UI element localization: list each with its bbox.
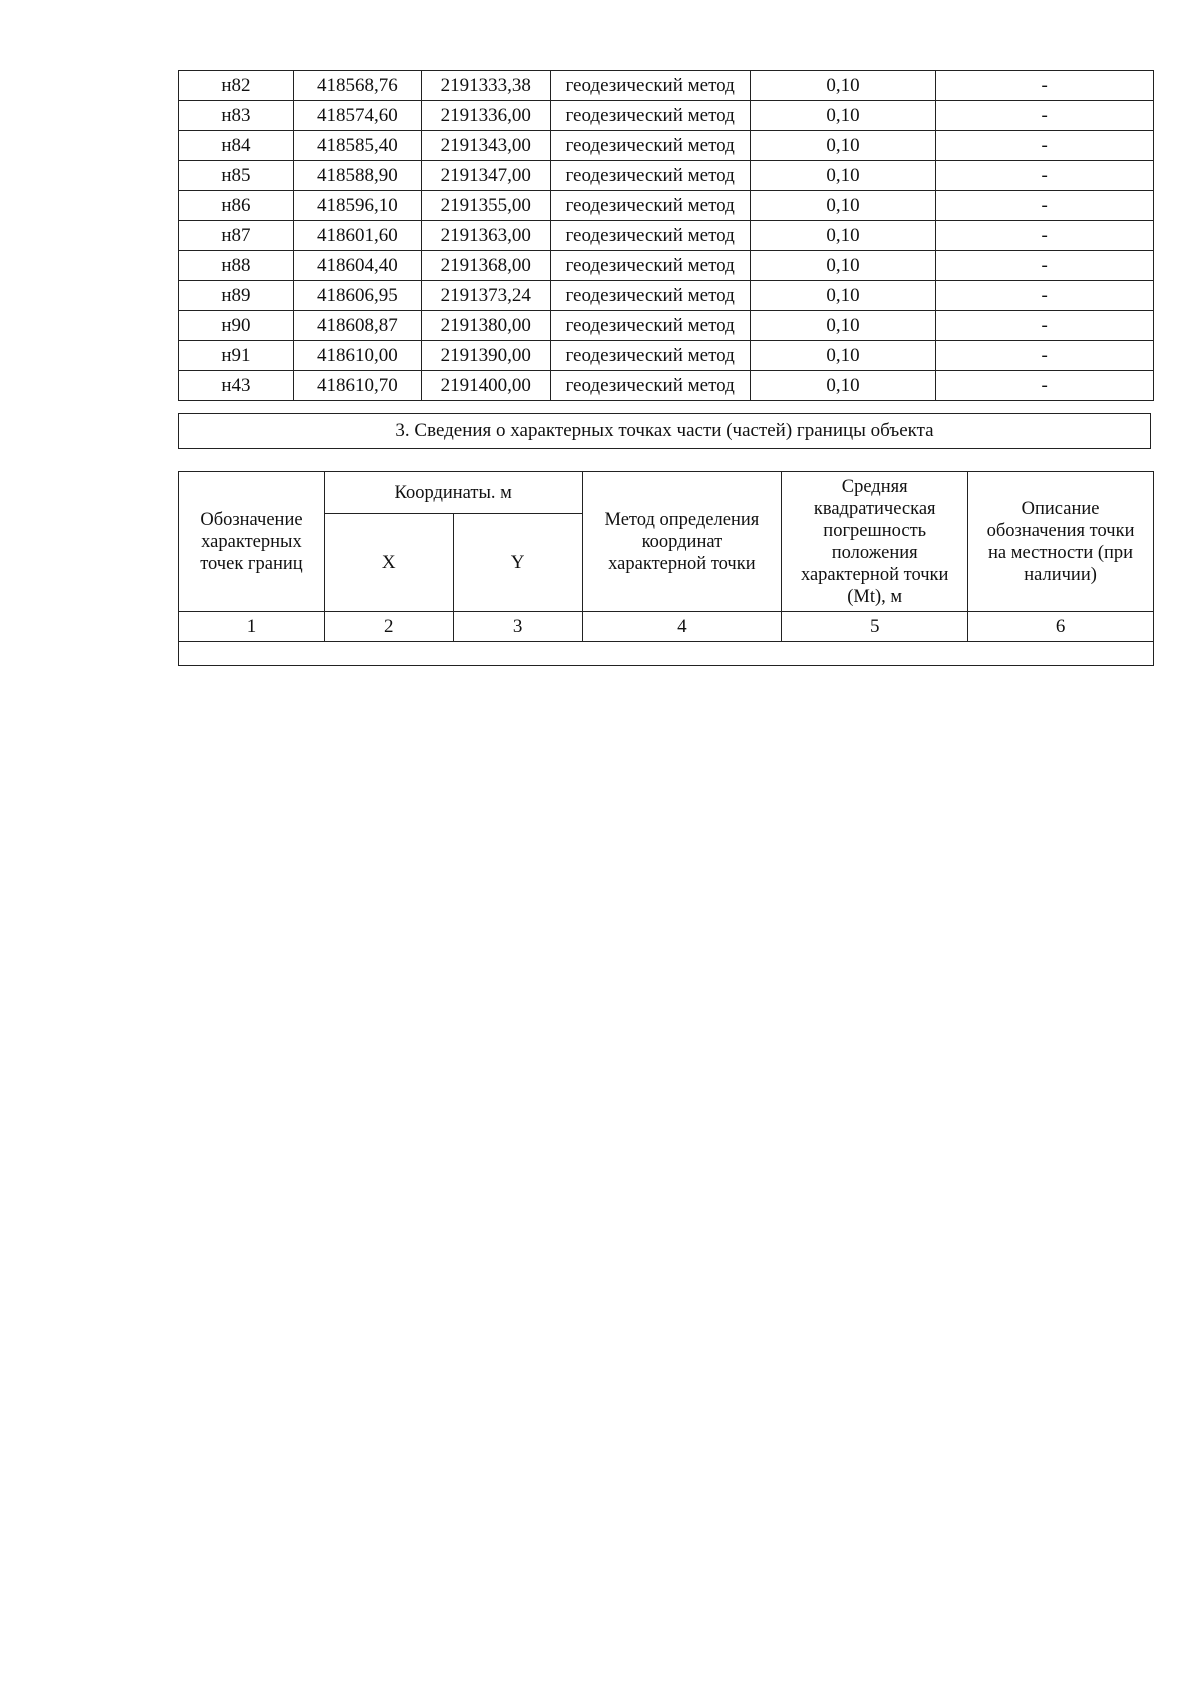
x-cell: 418606,95: [293, 281, 421, 311]
description-cell: -: [936, 341, 1154, 371]
column-number: 6: [968, 612, 1154, 642]
method-cell: геодезический метод: [550, 101, 750, 131]
x-cell: 418568,76: [293, 71, 421, 101]
table-row: [179, 221, 1154, 251]
x-cell: 418610,70: [293, 371, 421, 401]
section-title: 3. Сведения о характерных точках части (частей) границы объекта: [178, 413, 1151, 449]
column-numbers-row: [179, 612, 1154, 642]
accuracy-cell: 0,10: [750, 161, 936, 191]
accuracy-cell: 0,10: [750, 131, 936, 161]
y-cell: 2191336,00: [421, 101, 550, 131]
accuracy-cell: 0,10: [750, 251, 936, 281]
table-row: [179, 161, 1154, 191]
header-method: Метод определения координат характерной точки: [582, 472, 782, 612]
column-number: 2: [324, 612, 453, 642]
boundary-points-table: [178, 70, 1154, 401]
x-cell: 418601,60: [293, 221, 421, 251]
method-cell: геодезический метод: [550, 161, 750, 191]
boundary-points-body: [179, 71, 1154, 401]
column-number: 5: [782, 612, 968, 642]
y-cell: 2191363,00: [421, 221, 550, 251]
x-cell: 418588,90: [293, 161, 421, 191]
method-cell: геодезический метод: [550, 221, 750, 251]
accuracy-cell: 0,10: [750, 221, 936, 251]
point-cell: н90: [179, 311, 294, 341]
table-row: [179, 341, 1154, 371]
point-cell: н91: [179, 341, 294, 371]
header-point-designation: Обозначение характерных точек границ: [179, 472, 325, 612]
method-cell: геодезический метод: [550, 191, 750, 221]
description-cell: -: [936, 251, 1154, 281]
point-cell: н87: [179, 221, 294, 251]
description-cell: -: [936, 101, 1154, 131]
table-row: [179, 131, 1154, 161]
accuracy-cell: 0,10: [750, 71, 936, 101]
description-cell: -: [936, 191, 1154, 221]
method-cell: геодезический метод: [550, 281, 750, 311]
table-row: [179, 101, 1154, 131]
point-cell: н86: [179, 191, 294, 221]
description-cell: -: [936, 371, 1154, 401]
table-row: [179, 251, 1154, 281]
column-number: 1: [179, 612, 325, 642]
column-number: 4: [582, 612, 782, 642]
x-cell: 418604,40: [293, 251, 421, 281]
table-row: [179, 191, 1154, 221]
description-cell: -: [936, 71, 1154, 101]
table-row: [179, 371, 1154, 401]
point-cell: н84: [179, 131, 294, 161]
header-x: X: [324, 514, 453, 612]
point-cell: н82: [179, 71, 294, 101]
y-cell: 2191390,00: [421, 341, 550, 371]
accuracy-cell: 0,10: [750, 191, 936, 221]
description-cell: -: [936, 131, 1154, 161]
point-cell: н88: [179, 251, 294, 281]
header-accuracy: Средняя квадратическая погрешность положения характерной точки (Mt), м: [782, 472, 968, 612]
x-cell: 418608,87: [293, 311, 421, 341]
accuracy-cell: 0,10: [750, 341, 936, 371]
header-y: Y: [453, 514, 582, 612]
method-cell: геодезический метод: [550, 311, 750, 341]
part-points-table: [178, 471, 1154, 666]
method-cell: геодезический метод: [550, 341, 750, 371]
empty-row: [179, 642, 1154, 666]
point-cell: н43: [179, 371, 294, 401]
y-cell: 2191380,00: [421, 311, 550, 341]
point-cell: н85: [179, 161, 294, 191]
header-row-top: [179, 472, 1154, 514]
y-cell: 2191400,00: [421, 371, 550, 401]
table-row: [179, 281, 1154, 311]
y-cell: 2191373,24: [421, 281, 550, 311]
column-number: 3: [453, 612, 582, 642]
accuracy-cell: 0,10: [750, 101, 936, 131]
table-row: [179, 311, 1154, 341]
y-cell: 2191347,00: [421, 161, 550, 191]
x-cell: 418610,00: [293, 341, 421, 371]
x-cell: 418585,40: [293, 131, 421, 161]
accuracy-cell: 0,10: [750, 371, 936, 401]
header-coordinates: Координаты. м: [324, 472, 582, 514]
header-description: Описание обозначения точки на местности (при наличии): [968, 472, 1154, 612]
accuracy-cell: 0,10: [750, 311, 936, 341]
empty-cell: [179, 642, 1154, 666]
method-cell: геодезический метод: [550, 71, 750, 101]
y-cell: 2191343,00: [421, 131, 550, 161]
point-cell: н89: [179, 281, 294, 311]
method-cell: геодезический метод: [550, 251, 750, 281]
table-row: [179, 71, 1154, 101]
x-cell: 418574,60: [293, 101, 421, 131]
description-cell: -: [936, 221, 1154, 251]
method-cell: геодезический метод: [550, 371, 750, 401]
point-cell: н83: [179, 101, 294, 131]
accuracy-cell: 0,10: [750, 281, 936, 311]
description-cell: -: [936, 311, 1154, 341]
y-cell: 2191333,38: [421, 71, 550, 101]
description-cell: -: [936, 281, 1154, 311]
method-cell: геодезический метод: [550, 131, 750, 161]
y-cell: 2191355,00: [421, 191, 550, 221]
description-cell: -: [936, 161, 1154, 191]
y-cell: 2191368,00: [421, 251, 550, 281]
x-cell: 418596,10: [293, 191, 421, 221]
